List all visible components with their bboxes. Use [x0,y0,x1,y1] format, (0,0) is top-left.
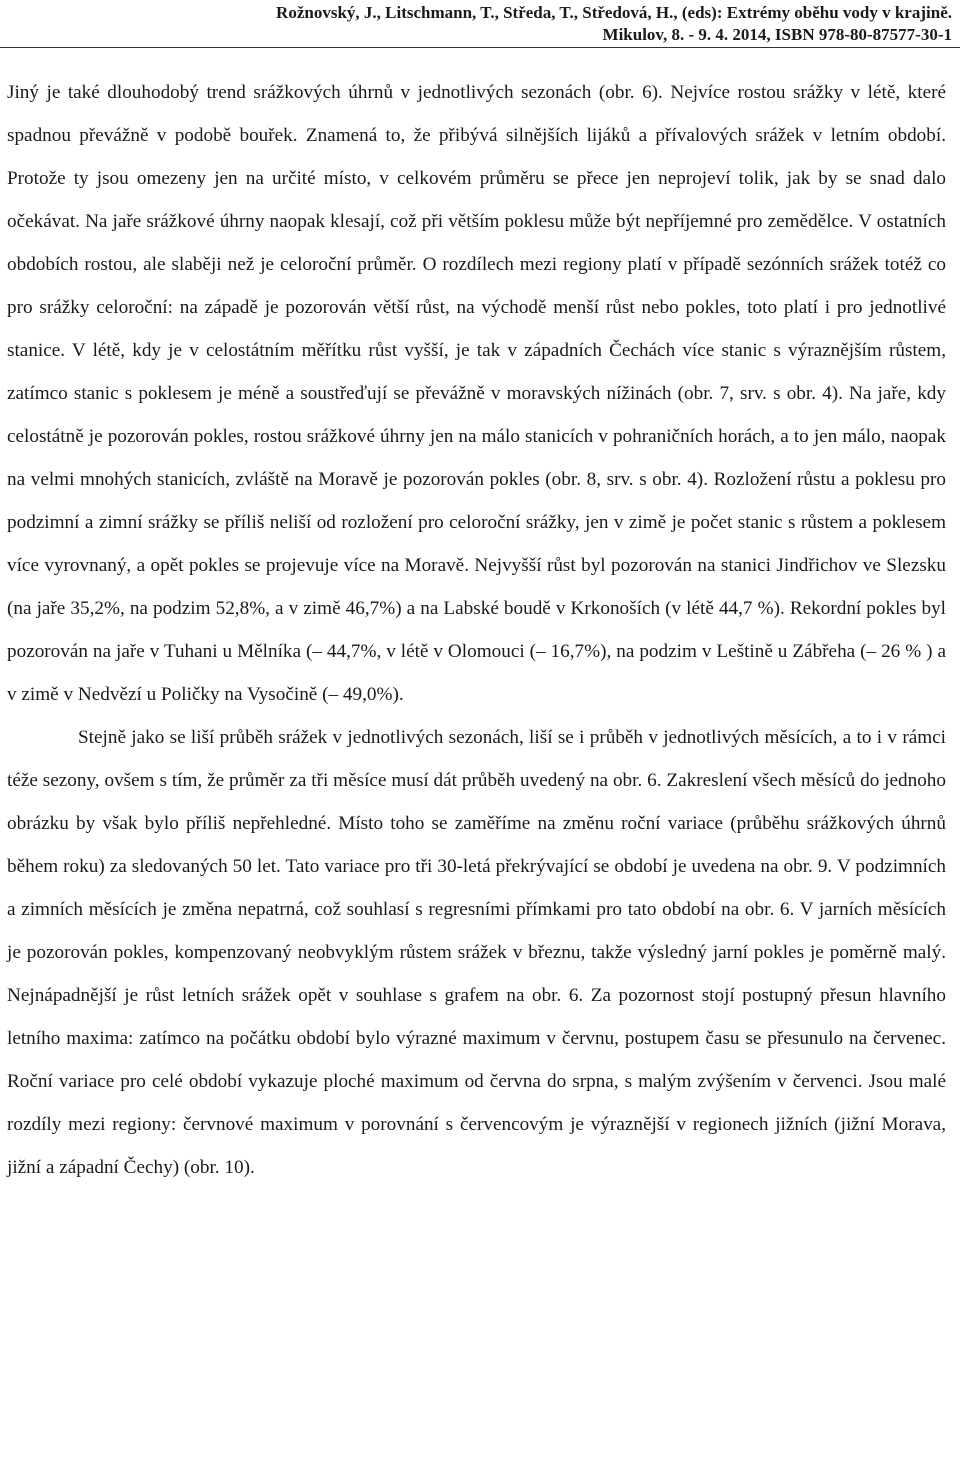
page-header [0,0,960,48]
header-rule [0,47,960,48]
paragraph-seasonal-trends: Jiný je také dlouhodobý trend srážkových úhrnů v jednotlivých sezonách (obr. 6). Nejvíce rostou srážky v létě, které spadnou převážně v podobě bouřek. Znamená to, že přibývá silnějších lijáků a přívalových srážek v letním období. Protože ty jsou omezeny jen na určité místo, v celkovém průměru se přece jen neprojeví tolik, jak by se snad dalo očekávat. Na jaře srážkové úhrny naopak klesají, což při větším poklesu může být nepříjemné pro zemědělce. V ostatních obdobích rostou, ale slaběji než je celoroční průměr. O rozdílech mezi regiony platí v případě sezónních srážek totéž co pro srážky celoroční: na západě je pozorován větší růst, na východě menší růst nebo pokles, toto platí i pro jednotlivé stanice. V létě, kdy je v celostátním měřítku růst vyšší, je tak v západních Čechách více stanic s výraznějším růstem, zatímco stanic s poklesem je méně a soustřeďují se převážně v moravských nížinách (obr. 7, srv. s obr. 4). Na jaře, kdy celostátně je pozorován pokles, rostou srážkové úhrny jen na málo stanicích v pohraničních horách, a to jen málo, naopak na velmi mnohých stanicích, zvláště na Moravě je pozorován pokles (obr. 8, srv. s obr. 4). Rozložení růstu a poklesu pro podzimní a zimní srážky se příliš neliší od rozložení pro celoroční srážky, jen v zimě je počet stanic s růstem a poklesem více vyrovnaný, a opět pokles se projevuje více na Moravě. Nejvyšší růst byl pozorován na stanici Jindřichov ve Slezsku (na jaře 35,2%, na podzim 52,8%, a v zimě 46,7%) a na Labské boudě v Krkonoších (v létě 44,7 %). Rekordní pokles byl pozorován na jaře v Tuhani u Mělníka (– 44,7%, v létě v Olomouci (– 16,7%), na podzim v Leštině u Zábřeha (– 26 % ) a v zimě v Nedvězí u Poličky na Vysočině (– 49,0%). [7,82,946,705]
paragraph-monthly-variation: Stejně jako se liší průběh srážek v jednotlivých sezonách, liší se i průběh v jednotlivých měsících, a to i v rámci téže sezony, ovšem s tím, že průměr za tři měsíce musí dát průběh uvedený na obr. 6. Zakreslení všech měsíců do jednoho obrázku by však bylo příliš nepřehledné. Místo toho se zaměříme na změnu roční variace (průběhu srážkových úhrnů během roku) za sledovaných 50 let. Tato variace pro tři 30-letá překrývající se období je uvedena na obr. 9. V podzimních a zimních měsících je změna nepatrná, což souhlasí s regresními přímkami pro tato období na obr. 6. V jarních měsících je pozorován pokles, kompenzovaný neobvyklým růstem srážek v březnu, takže výsledný jarní pokles je poměrně malý. Nejnápadnější je růst letních srážek opět v souhlase s grafem na obr. 6. Za pozornost stojí postupný přesun hlavního letního maxima: zatímco na počátku období bylo výrazné maximum v červnu, postupem času se přesunulo na červenec. Roční variace pro celé období vykazuje ploché maximum od června do srpna, s malým zvýšením v červenci. Jsou malé rozdíly mezi regiony: červnové maximum v porovnání s červencovým je výraznější v regionech jižních (jižní Morava, jižní a západní Čechy) (obr. 10). [7,727,946,1178]
document-body [7,71,946,1189]
header-conference: Mikulov, 8. - 9. 4. 2014, ISBN 978-80-87577-30-1 [602,25,952,44]
header-citation: Rožnovský, J., Litschmann, T., Středa, T., Středová, H., (eds): Extrémy oběhu vody v krajině. [276,3,952,22]
